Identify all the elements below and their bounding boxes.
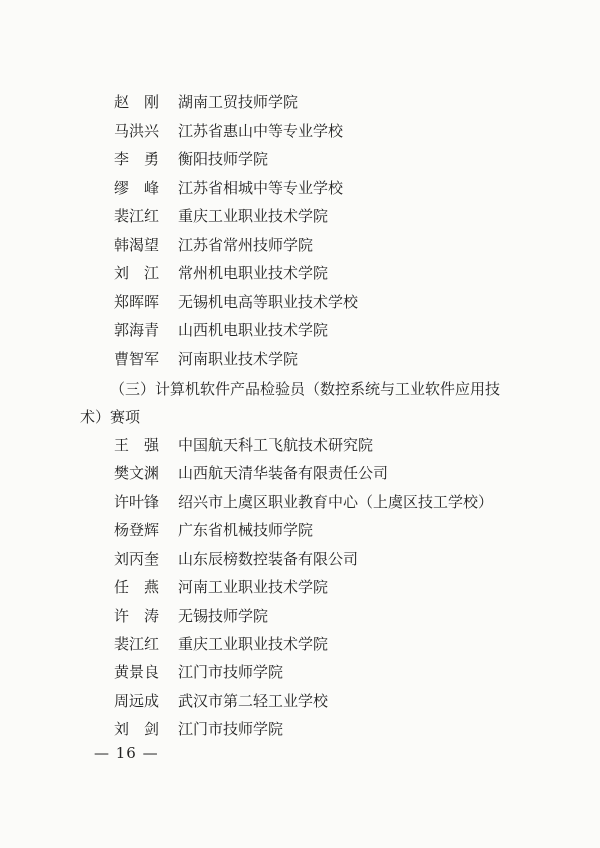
person-name: 杨登辉 (114, 521, 160, 539)
page-number: — 16 — (94, 744, 159, 762)
organization: 无锡机电高等职业技术学校 (178, 293, 359, 311)
person-name: 缪 峰 (114, 179, 160, 197)
person-name: 刘 江 (114, 264, 160, 282)
organization: 河南职业技术学院 (178, 350, 299, 368)
organization: 无锡技师学院 (178, 607, 269, 625)
organization: 江门市技师学院 (178, 720, 284, 738)
person-name: 樊文渊 (114, 464, 160, 482)
organization: 江门市技师学院 (178, 663, 284, 681)
person-name: 王 强 (114, 436, 160, 454)
organization: 江苏省惠山中等专业学校 (178, 122, 344, 140)
person-name: 裴江红 (114, 635, 160, 653)
organization: 河南工业职业技术学院 (178, 578, 329, 596)
person-name: 郭海青 (114, 321, 160, 339)
person-name: 李 勇 (114, 150, 160, 168)
organization: 湖南工贸技师学院 (178, 93, 299, 111)
organization: 山东辰榜数控装备有限公司 (178, 550, 359, 568)
person-name: 许 涛 (114, 607, 160, 625)
organization: 重庆工业职业技术学院 (178, 207, 329, 225)
person-name: 任 燕 (114, 578, 160, 596)
person-name: 刘丙奎 (114, 550, 160, 568)
organization: 常州机电职业技术学院 (178, 264, 329, 282)
organization: 衡阳技师学院 (178, 150, 269, 168)
organization: 中国航天科工飞航技术研究院 (178, 436, 374, 454)
organization: 山西机电职业技术学院 (178, 321, 329, 339)
organization: 绍兴市上虞区职业教育中心（上虞区技工学校） (178, 493, 494, 511)
organization: 江苏省常州技师学院 (178, 236, 314, 254)
person-name: 刘 剑 (114, 720, 160, 738)
organization: 江苏省相城中等专业学校 (178, 179, 344, 197)
organization: 广东省机械技师学院 (178, 521, 314, 539)
person-name: 裴江红 (114, 207, 160, 225)
person-name: 郑晖晖 (114, 293, 160, 311)
person-name: 韩渴望 (114, 236, 160, 254)
organization: 山西航天清华装备有限责任公司 (178, 464, 389, 482)
organization: 重庆工业职业技术学院 (178, 635, 329, 653)
section-heading: （三）计算机软件产品检验员（数控系统与工业软件应用技 (110, 380, 501, 398)
person-name: 许叶锋 (114, 493, 160, 511)
organization: 武汉市第二轻工业学校 (178, 692, 329, 710)
person-name: 周远成 (114, 692, 160, 710)
person-name: 赵 刚 (114, 93, 160, 111)
section-heading-continued: 术）赛项 (80, 408, 141, 426)
person-name: 黄景良 (114, 663, 160, 681)
person-name: 曹智军 (114, 350, 160, 368)
person-name: 马洪兴 (114, 122, 160, 140)
